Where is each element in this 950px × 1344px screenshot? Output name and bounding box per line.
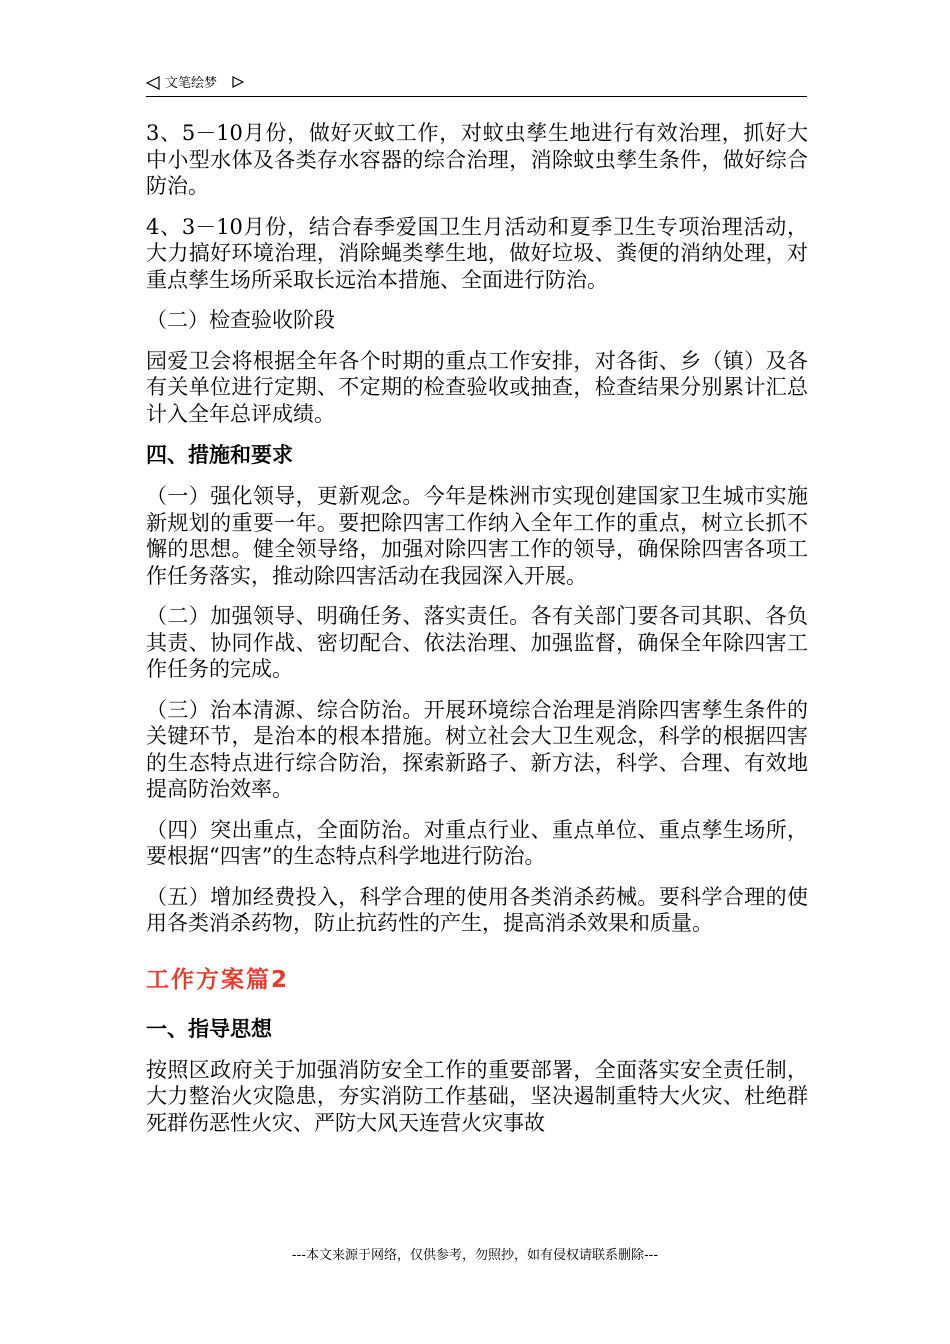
section-inspection-title: （二）检查验收阶段 — [146, 308, 335, 332]
paragraph-inspection: 园爱卫会将根据全年各个时期的重点工作安排，对各街、乡（镇）及各有关单位进行定期、不定期的检查验收或抽查，检查结果分别累计汇总计入全年总评成绩。 — [146, 348, 808, 426]
triangle-left-icon — [146, 76, 160, 90]
paragraph-measure-2: （二）加强领导、明确任务、落实责任。各有关部门要各司其职、各负其责、协同作战、密切配合、依法治理、加强监督，确保全年除四害工作任务的完成。 — [146, 604, 808, 681]
paragraph-measure-4: （四）突出重点，全面防治。对重点行业、重点单位、重点孳生场所，要根据“四害”的生态特点科学地进行防治。 — [146, 817, 808, 868]
header-brand: 文笔绘梦 — [165, 76, 218, 91]
paragraph-fly: 4、3－10月份，结合春季爱国卫生月活动和夏季卫生专项治理活动，大力搞好环境治理，消除蝇类孳生地，做好垃圾、粪便的消纳处理，对重点孳生场所采取长远治本措施、全面进行防治。 — [146, 214, 808, 292]
footer-notice: ---本文来源于网络，仅供参考，勿照抄，如有侵权请联系删除--- — [291, 1248, 659, 1263]
paragraph-guiding: 按照区政府关于加强消防安全工作的重要部署，全面落实安全责任制，大力整治火灾隐患，夯实消防工作基础，坚决遏制重特大火灾、杜绝群死群伤恶性火灾、严防大风天连营火灾事故 — [146, 1057, 808, 1135]
document-body — [146, 120, 808, 1150]
paragraph-measure-5: （五）增加经费投入，科学合理的使用各类消杀药械。要科学合理的使用各类消杀药物，防止抗药性的产生，提高消杀效果和质量。 — [146, 884, 808, 935]
heading-measures: 四、措施和要求 — [146, 443, 293, 467]
heading-plan-2: 工作方案篇2 — [146, 966, 290, 993]
triangle-right-icon — [232, 76, 244, 88]
paragraph-measure-1: （一）强化领导，更新观念。今年是株洲市实现创建国家卫生城市实施新规划的重要一年。要把除四害工作纳入全年工作的重点，树立长抓不懈的思想。健全领导络，加强对除四害工作的领导，确保除四害各项工作任务落实，推动除四害活动在我园深入开展。 — [146, 484, 808, 588]
paragraph-measure-3: （三）治本清源、综合防治。开展环境综合治理是消除四害孳生条件的关键环节，是治本的根本措施。树立社会大卫生观念，科学的根据四害的生态特点进行综合防治，探索新路子、新方法，科学、合理、有效地提高防治效率。 — [146, 697, 808, 801]
paragraph-mosquito: 3、5－10月份，做好灭蚊工作，对蚊虫孳生地进行有效治理，抓好大中小型水体及各类存水容器的综合治理，消除蚊虫孳生条件，做好综合防治。 — [146, 121, 808, 198]
page-header — [146, 74, 807, 97]
heading-guiding: 一、指导思想 — [146, 1016, 272, 1041]
